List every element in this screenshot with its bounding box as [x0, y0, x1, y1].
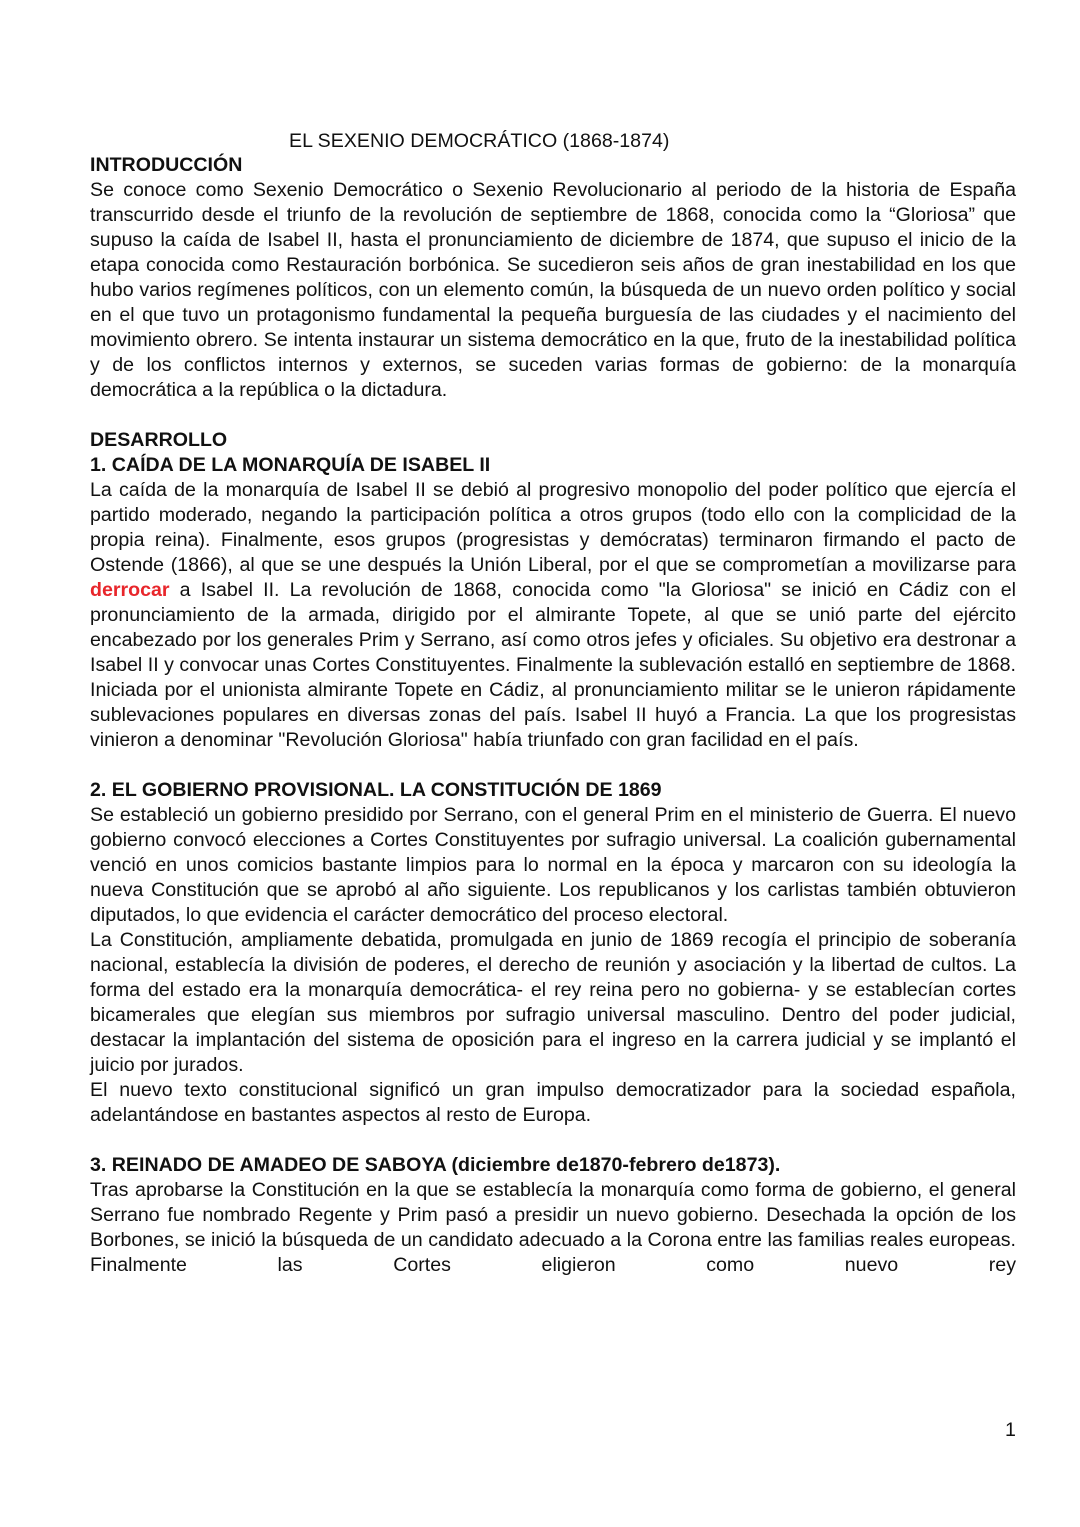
section2-paragraph: El nuevo texto constitucional significó un gran impulso democratizador para la sociedad española, adelantándose en bastantes aspectos al resto de Europa. [90, 1079, 1016, 1126]
page-number: 1 [1005, 1419, 1016, 1441]
section3-heading: 3. REINADO DE AMADEO DE SABOYA (diciembre de1870-febrero de1873). [90, 1154, 781, 1176]
section2-paragraph: Se estableció un gobierno presidido por Serrano, con el general Prim en el ministerio de Guerra. El nuevo gobierno convocó elecciones a Cortes Constituyentes por sufragio universal. La coalición gubernamental venció en unos comicios bastante limpios para lo normal en la época y marcaron con su ideología la nueva Constitución que se aprobó al año siguiente. Los republicanos y los carlistas también obtuvieron diputados, lo que evidencia el carácter democrático del proceso electoral. [90, 804, 1016, 926]
section1-text-after: a Isabel II. La revolución de 1868, conocida como "la Gloriosa" se inició en Cádiz con el pronunciamiento de la armada, dirigido por el almirante Topete, al que se unió parte del ejército encabezado por los generales Prim y Serrano, así como otros jefes y oficiales. Su objetivo era destronar a Isabel II y convocar unas Cortes Constituyentes. Finalmente la sublevación estalló en septiembre de 1868. Iniciada por el unionista almirante Topete en Cádiz, al pronunciamiento militar se le unieron rápidamente sublevaciones populares en diversas zonas del país. Isabel II huyó a Francia. La que los progresistas vinieron a denominar "Revolución Gloriosa" había triunfado con gran facilidad en el país. [90, 579, 1016, 751]
section1-paragraph [90, 478, 1016, 753]
section3-paragraph: Tras aprobarse la Constitución en la que se establecía la monarquía como forma de gobierno, el general Serrano fue nombrado Regente y Prim pasó a presidir un nuevo gobierno. Desechada la opción de los Borbones, se inició la búsqueda de un candidato adecuado a la Corona entre las familias reales europeas. Finalmente las Cortes eligieron como nuevo rey [90, 1179, 1016, 1276]
intro-paragraph: Se conoce como Sexenio Democrático o Sexenio Revolucionario al periodo de la historia de España transcurrido desde el triunfo de la revolución de septiembre de 1868, conocida como la “Gloriosa” que supuso la caída de Isabel II, hasta el pronunciamiento de diciembre de 1874, que supuso el inicio de la etapa conocida como Restauración borbónica. Se sucedieron seis años de gran inestabilidad en los que hubo varios regímenes políticos, con un elemento común, la búsqueda de un nuevo orden político y social en el que tuvo un protagonismo fundamental la pequeña burguesía de las ciudades y el nacimiento del movimiento obrero. Se intenta instaurar un sistema democrático en la que, fruto de la inestabilidad política y de los conflictos internos y externos, se suceden varias formas de gobierno: de la monarquía democrática a la república o la dictadura. [90, 179, 1016, 401]
section2-heading: 2. EL GOBIERNO PROVISIONAL. LA CONSTITUCIÓN DE 1869 [90, 779, 662, 801]
document-body [90, 153, 1016, 1278]
desarrollo-heading: DESARROLLO [90, 429, 228, 451]
section1-text-before: La caída de la monarquía de Isabel II se debió al progresivo monopolio del poder político que ejercía el partido moderado, negando la participación política a otros grupos (todo ello con la complicidad de la propia reina). Finalmente, esos grupos (progresistas y demócratas) terminaron firmando el pacto de Ostende (1866), al que se une después la Unión Liberal, por el que se comprometían a movilizarse para [90, 479, 1016, 576]
section1-heading: 1. CAÍDA DE LA MONARQUÍA DE ISABEL II [90, 454, 491, 476]
document-title: EL SEXENIO DEMOCRÁTICO (1868-1874) [289, 130, 670, 152]
section2-paragraph: La Constitución, ampliamente debatida, promulgada en junio de 1869 recogía el principio de soberanía nacional, establecía la división de poderes, el derecho de reunión y asociación y la libertad de cultos. La forma del estado era la monarquía democrática- el rey reina pero no gobierna- y se establecían cortes bicamerales que elegían sus miembros por sufragio universal masculino. Dentro del poder judicial, destacar la implantación del sistema de oposición para el ingreso en la carrera judicial y se implantó el juicio por jurados. [90, 929, 1016, 1076]
highlighted-word: derrocar [90, 579, 170, 601]
intro-heading: INTRODUCCIÓN [90, 154, 243, 176]
